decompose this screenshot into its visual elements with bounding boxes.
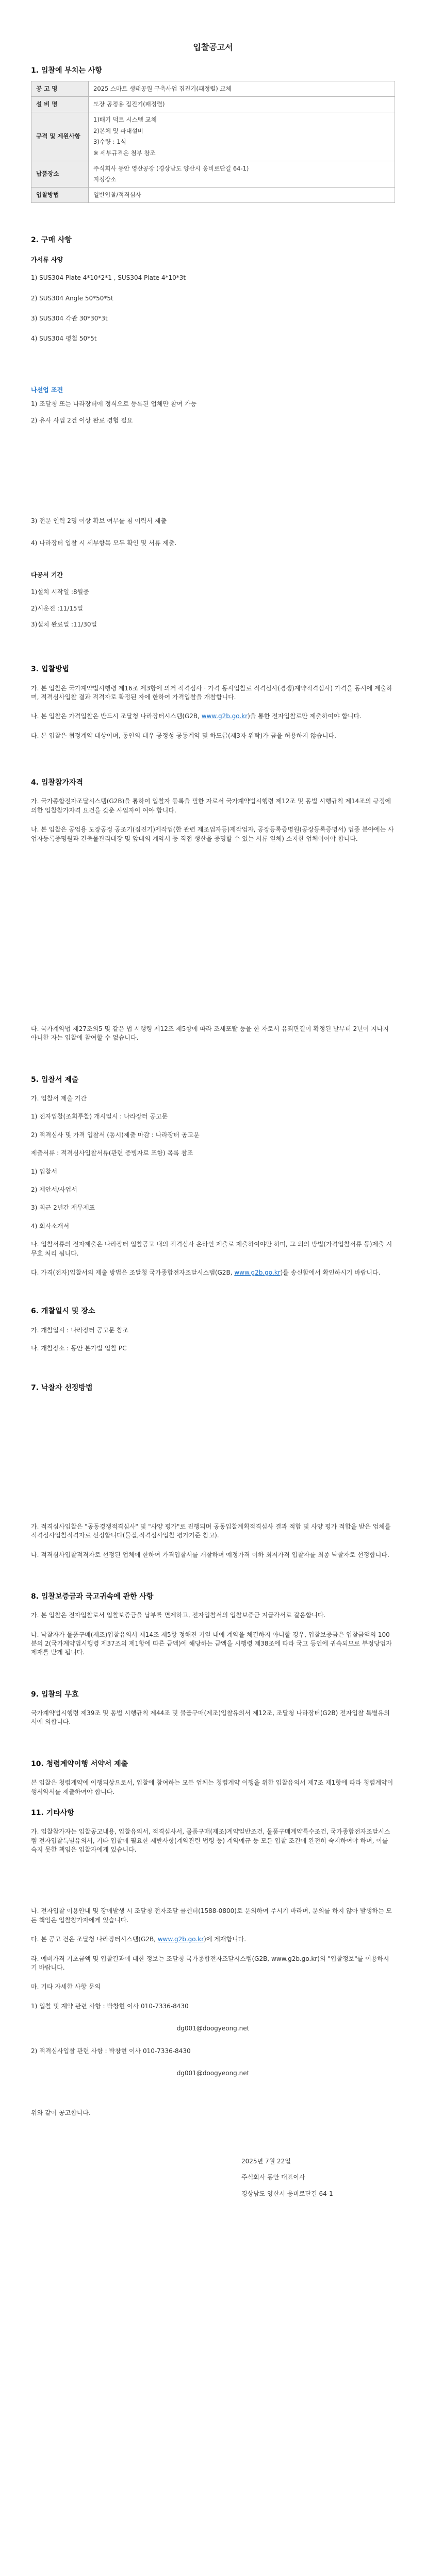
paragraph: 나. 낙찰자가 물품구매(제조)입찰유의서 제14조 제5항 정해진 기일 내에 계약을 체결하지 아니할 경우, 입찰보증금은 입찰금액의 100분의 2(국가계약법시행령 제37조의 제1항에 따른 금액)에 해당하는 금액을 시행령 제38조에 따라 국고 등인에 귀속되므로 부정당업자 제재를 받게 됩니다. [31, 1631, 392, 1656]
spec-item: 3)수량 : 1식 [93, 138, 126, 146]
paragraph: 가. 국가종합전자조달시스템(G2B)을 통하여 입찰자 등록을 필한 자로서 국가계약법시행령 제12조 및 동법 시행규칙 제14조의 규정에 의한 입찰참가자격 요건을 갖춘 사업자이 여야 합니다. [31, 798, 391, 814]
material-item: 4) SUS304 평철 50*5t [31, 335, 97, 343]
company-address: 경상남도 양산시 웅비로단길 64-1 [241, 2190, 333, 2197]
paragraph: 가. 적격심사입찰은 "공동경쟁적격심사" 및 "사양 평가"로 진행되며 공동입찰계획적격심사 결과 적합 및 사양 평가 적합을 받은 업체를 적격심사입찰적격자로 선정합니다(물질,적격심사입찰 평가기준 참고). [31, 1522, 391, 1539]
submission-item: 2) 제안서/사업서 [31, 1186, 77, 1194]
paragraph [31, 1935, 395, 1944]
table-header-cell: 공 고 명 [31, 81, 89, 97]
signature-block [241, 2157, 395, 2198]
table-header-cell: 설 비 명 [31, 97, 89, 112]
submission-item: 가. 입찰서 제출 기간 [31, 1095, 87, 1103]
paragraph-text: 다. 가격(전자)입찰서의 제출 방법은 조달청 국가종합전자조달시스템(G2B, [31, 1269, 235, 1276]
section-10-heading: 10. 청렴계약이행 서약서 제출 [31, 1759, 128, 1768]
summary-table [31, 81, 395, 202]
materials-subheading: 가서류 사양 [31, 256, 63, 263]
paragraph: 라. 예비가격 기초금액 및 입찰결과에 대한 정보는 조달청 국가종합전자조달시스템(G2B, www.g2b.go.kr)의 "입찰정보"를 이용하시기 바랍니다. [31, 1955, 389, 1971]
paragraph-text: )를 송신함에서 확인하시기 바랍니다. [280, 1269, 381, 1276]
table-cell: 도장 공정용 집진기(패정렬) [89, 97, 395, 112]
contact-email[interactable]: dg001@doogyeong.net [176, 2069, 250, 2077]
material-item: 1) SUS304 Plate 4*10*2*1 , SUS304 Plate 4*10*3t [31, 274, 186, 282]
section-6-heading: 6. 개찰일시 및 장소 [31, 1307, 95, 1316]
table-row [31, 187, 395, 202]
table-row [31, 161, 395, 187]
paragraph-text: )에 게재합니다. [204, 1936, 247, 1943]
contact-line: 1) 입찰 및 계약 관련 사항 : 박창현 이사 010-7336-8430 [31, 2002, 189, 2010]
submission-item: 3) 최근 2년간 재무제표 [31, 1204, 95, 1212]
table-cell [89, 161, 395, 187]
paragraph: 다. 국가계약법 제27조의5 및 같은 법 시행령 제12조 제5항에 따라 조세포탈 등을 한 자로서 유죄판결이 확정된 날부터 2년이 지나지 아니한 자는 입찰에 참여할 수 없습니다. [31, 1025, 389, 1042]
table-header-cell: 규격 및 제원사항 [31, 112, 89, 161]
announcement-date: 2025년 7월 22일 [241, 2157, 291, 2165]
table-row [31, 81, 395, 97]
section-5-heading: 5. 입찰서 제출 [31, 1075, 79, 1084]
spec-item: 1)배기 덕트 시스템 교체 [93, 115, 157, 123]
paragraph: 가. 입찰참가자는 입찰공고내용, 입찰유의서, 적격심사서, 물품구매(제조)계약일반조건, 물품구매계약특수조건, 국가종합전자조달시스템 전자입찰특별유의서, 기타 입찰에 필요한 제반사항(계약관련 법령 등) 계약예규 등 모든 입찰 조건에 완전히 숙지하여야 하며, 이를 숙지 못한 책임은 입찰자에게 있습니다. [31, 1828, 390, 1854]
g2b-link[interactable]: www.g2b.go.kr [201, 713, 248, 720]
condition-item: 1) 조달청 또는 나라장터에 정식으로 등록된 업체만 참여 가능 [31, 400, 197, 408]
table-cell: 일반입찰/적격심사 [89, 187, 395, 202]
section-4-heading: 4. 입찰참가자격 [31, 778, 84, 787]
document-title: 입찰공고서 [193, 42, 233, 52]
schedule-item: 1)설치 시작일 :8월중 [31, 588, 89, 596]
paragraph-text: )을 통한 전자입찰로만 제출하여야 합니다. [248, 713, 362, 720]
paragraph-text: 나. 본 입찰은 가격입찰은 반드시 조달청 나라장터시스템(G2B, [31, 713, 202, 720]
note-item: 4) 나라장터 입찰 시 세부항목 모두 확인 및 서류 제출. [31, 539, 177, 547]
paragraph: 나. 본 입찰은 공업용 도장공정 공조기(집진기)제작업(한 관련 제조업자등)제작업자, 공장등록증명원(공장등록증명서) 업종 분야에는 사업자등록증명원과 건축물관리대장 및 앞대의 계약서 등 직접 생산을 증명할 수 있는 서류 일체) 소지한 업체이어야 합니다. [31, 826, 394, 842]
submission-item: 1) 입찰서 [31, 1167, 57, 1175]
table-header-cell: 납품장소 [31, 161, 89, 187]
schedule-item: 3)설치 완료일 :11/30일 [31, 620, 97, 628]
company-name: 주식회사 동안 대표이사 [241, 2174, 305, 2181]
schedule-item: 2)시운전 :11/15일 [31, 604, 84, 612]
paragraph [31, 1268, 395, 1277]
material-item: 3) SUS304 각관 30*30*3t [31, 315, 108, 322]
note-item: 3) 전문 인력 2명 이상 확보 여부를 첨 이력서 제출 [31, 517, 167, 524]
paragraph: 본 입찰은 청렴계약에 이행되상으로서, 입찰에 참여하는 모든 업체는 청렴계약 이행을 위한 입찰유의서 제7조 제1항에 따라 청렴계약이행서약서를 제출하여야 합니다. [31, 1779, 394, 1795]
section-7-heading: 7. 낙찰자 선정방법 [31, 1384, 93, 1393]
contact-email[interactable]: dg001@doogyeong.net [176, 2025, 250, 2032]
table-cell: 2025 스마트 생태공원 구축사업 집진기(패정렬) 교체 [89, 81, 395, 97]
paragraph: 마. 기타 자세한 사항 문의 [31, 1983, 101, 1991]
table-header-cell: 입찰방법 [31, 187, 89, 202]
spec-item: 2)본체 및 파대설비 [93, 127, 143, 134]
spec-note: ※ 세부규격은 첨부 참조 [93, 149, 156, 157]
schedule-subheading: 다공서 기간 [31, 571, 63, 579]
paragraph [31, 712, 395, 721]
section-11-heading: 11. 기타사항 [31, 1808, 74, 1817]
paragraph-text: 다. 본 공고 건은 조달청 나라장터시스템(G2B, [31, 1936, 158, 1943]
paragraph: 나. 전자입찰 이용안내 및 장애발생 시 조달청 전자조달 콜센터(1588-0800)로 문의하여 주시기 바라며, 문의를 하지 않아 발생하는 모든 책임은 입찰참가자에게 있습니다. [31, 1907, 392, 1924]
delivery-address: 주식회사 동안 영산공장 (경상남도 양산시 웅비로단길 64-1) [93, 164, 249, 172]
g2b-link[interactable]: www.g2b.go.kr [234, 1269, 281, 1276]
condition-item: 2) 유사 사업 2건 이상 완료 경험 필요 [31, 416, 133, 424]
table-row [31, 112, 395, 161]
announcement-document [31, 0, 395, 2198]
section-1-heading: 1. 입찰에 부치는 사항 [31, 66, 102, 75]
section-3-heading: 3. 입찰방법 [31, 665, 70, 674]
submission-item: 제출서류 : 적격심사입찰서류(관련 증빙자료 포함) 목록 참조 [31, 1149, 193, 1157]
paragraph: 나. 적격심사입찰적격자로 선정된 업체에 한하여 가격입찰서를 개찰하며 예정가격 이하 최저가격 입찰자를 최종 낙찰자로 선정합니다. [31, 1551, 389, 1558]
table-row [31, 97, 395, 112]
submission-item: 4) 회사소개서 [31, 1222, 70, 1230]
section-2-heading: 2. 구매 사항 [31, 235, 72, 244]
paragraph: 다. 본 입찰은 협정계약 대상이며, 동인의 대우 공정성 공동계약 및 하도급(제3자 위탁)가 금을 허용하지 않습니다. [31, 732, 336, 739]
material-item: 2) SUS304 Angle 50*50*5t [31, 294, 113, 302]
g2b-link[interactable]: www.g2b.go.kr [157, 1936, 204, 1943]
contact-line: 2) 적격심사입찰 관련 사항 : 박창현 이사 010-7336-8430 [31, 2047, 191, 2055]
opening-item: 나. 개찰장소 : 동안 본가빌 입찰 PC [31, 1345, 127, 1352]
opening-item: 가. 개찰일시 : 나라장터 공고문 참조 [31, 1326, 129, 1334]
closing-text: 위와 같이 공고합니다. [31, 2109, 91, 2117]
paragraph: 국가계약법시행령 제39조 및 동법 시행규칙 제44조 및 물품구매(제조)입찰유의서 제12조, 조달청 나라장터(G2B) 전자입찰 특별유의서에 의합니다. [31, 1709, 390, 1726]
table-cell [89, 112, 395, 161]
submission-item: 1) 전자입찰(조회투찰) 개시일시 : 나라장터 공고문 [31, 1113, 168, 1121]
section-8-heading: 8. 입찰보증금과 국고귀속에 관한 사항 [31, 1592, 154, 1601]
paragraph: 가. 본 입찰은 국가계약법시행령 제16조 제3항에 의거 적격심사 · 가격 동시입찰로 적격심사(경쟁)계약적격심사) 가격을 동시에 제출하며, 적격심사입찰 결과 적격자로 확정된 자에 한하여 가격입찰을 개찰합니다. [31, 684, 392, 701]
submission-item: 2) 적격심사 및 가격 입찰서 (동시)제출 마감 : 나라장터 공고문 [31, 1131, 200, 1139]
conditions-subheading: 나선업 조건 [31, 386, 63, 394]
paragraph: 가. 본 입찰은 전자입찰로서 입찰보증금을 납부를 면제하고, 전자입찰서의 입찰보증금 지급각서로 갈음합니다. [31, 1612, 326, 1619]
section-9-heading: 9. 입찰의 무효 [31, 1690, 79, 1699]
delivery-note: 지정장소 [93, 176, 117, 183]
paragraph: 나. 입찰서류의 전자제출은 나라장터 입찰공고 내의 적격심사 온라인 제출로 제출하여야만 하며, 그 외의 방법(가격입찰서류 등)제출 시 무효 처리 됩니다. [31, 1241, 392, 1257]
